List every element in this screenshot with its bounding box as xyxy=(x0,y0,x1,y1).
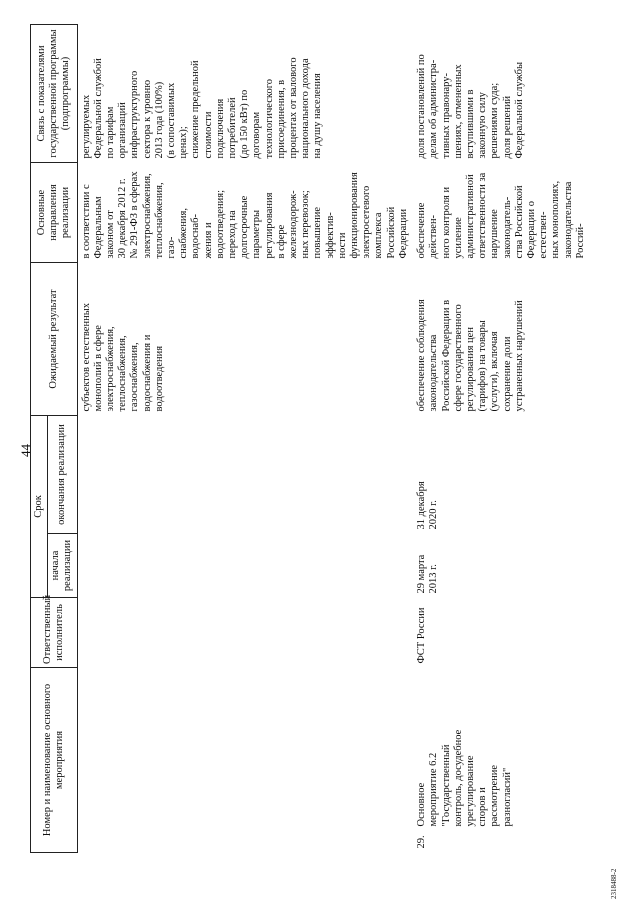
link-cell: регулируемых Федеральной службой по тарифам организаций инфраструктурного сектора к уровню 2013 года (100%) (в сопоставимых ценах); снижение предельной стоимости подключения потребителей (до 150 кВт) по договорам технологического присоединения, в процентах от валового национального дохода на душу населения xyxy=(80,57,324,159)
row-number: 29. xyxy=(416,835,428,849)
header-executor: Ответственный исполнитель xyxy=(31,598,78,668)
executor-cell: ФСТ России xyxy=(416,607,428,664)
document-id: 2318488-2 xyxy=(610,868,618,899)
measures-table xyxy=(30,24,590,853)
table-row xyxy=(77,24,413,852)
header-start: начала реализации xyxy=(48,534,77,598)
header-expected-result: Ожидаемый результат xyxy=(31,262,78,415)
header-end: окончания реализации xyxy=(48,415,77,533)
result-cell: обеспечение соблюдения законодательства Российской Федерации в сфере государственного регулирования цен (тарифов) на товары (услуги), включая сохранение доли устраненных нарушений xyxy=(416,299,525,412)
measure-cell xyxy=(413,668,590,853)
header-link: Связь с показателями государственной программы (подпрограммы) xyxy=(31,24,78,162)
header-term: Срок xyxy=(31,415,48,597)
header-measure-name: Номер и наименование основного мероприятия xyxy=(31,668,78,853)
header-directions: Основные направления реализации xyxy=(31,162,78,262)
directions-cell: в соответствии с Федеральным законом от 30 декабря 2012 г. № 291-ФЗ в сферах электроснабжения, теплоснабжения, газо- снабжения, водоснаб- жения и водоотведения; переход на долгосрочные параметры регулирования в сфере железнодорож- ных перевозок; повышение эффектив- ности функционирования электросетевого комплекса Российской Федерации xyxy=(80,171,409,259)
directions-cell: обеспечение действен- ного контроля и усиление административной ответственности за нарушение законодатель- ства Российской Федерации о естествен- ных монополиях, законодательства Россий- xyxy=(416,172,586,259)
measure-name: Основное мероприятие 6.2 "Государственный контроль, досудебное урегулирование споров и рассмотрение разногласий" xyxy=(416,729,513,827)
end-cell: 31 декабря 2020 г. xyxy=(416,481,440,530)
table-row xyxy=(413,24,590,852)
start-cell: 29 марта 2013 г. xyxy=(416,554,440,594)
page-number: 44 xyxy=(18,444,33,457)
link-cell: доля постановлений по делам об администра- тивных правонару- шениях, отмененных вступившими в законную силу решениями суда; доля решений Федеральной службы xyxy=(416,54,525,159)
result-cell: субъектов естественных монополий в сфере электроснабжения, теплоснабжения, газоснабжения, водоснабжения и водоотведения xyxy=(80,302,165,412)
